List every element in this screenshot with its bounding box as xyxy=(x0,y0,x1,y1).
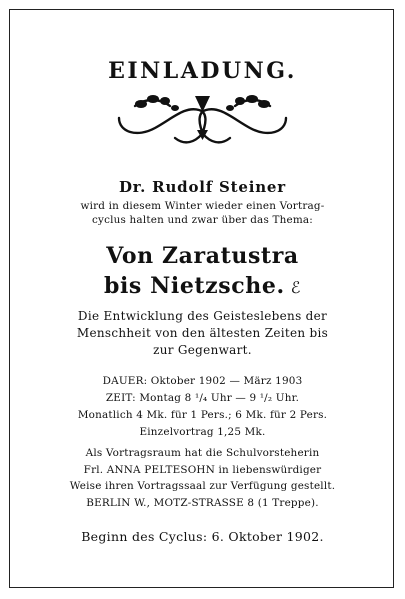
description-line-3: zur Gegenwart. xyxy=(153,343,252,357)
intro-line-2: cyclus halten und zwar über das Thema: xyxy=(91,214,314,226)
flourish-glyph-icon: ℰ xyxy=(290,278,302,297)
cycle-start-date: Beginn des Cyclus: 6. Oktober 1902. xyxy=(81,529,324,544)
time-info: ZEIT: Montag 8 ¹/₄ Uhr — 9 ¹/₂ Uhr. xyxy=(105,392,300,404)
duration-info: DAUER: Oktober 1902 — März 1903 xyxy=(102,375,303,387)
theme-title-line-1: Von Zaratustra xyxy=(106,243,299,269)
venue-address: BERLIN W., MOTZ-STRASSE 8 (1 Treppe). xyxy=(86,497,319,509)
theme-title-line-2 xyxy=(0,273,405,299)
price-info: Monatlich 4 Mk. für 1 Pers.; 6 Mk. für 2 Pers. xyxy=(77,409,328,421)
description-line-2: Menschheit von den ältesten Zeiten bis xyxy=(76,326,329,340)
single-lecture-price: Einzelvortrag 1,25 Mk. xyxy=(139,426,266,438)
invitation-heading: EINLADUNG. xyxy=(108,58,297,84)
description-line-1: Die Entwicklung des Geisteslebens der xyxy=(77,309,328,323)
venue-line-2: Frl. ANNA PELTESOHN in liebenswürdiger xyxy=(83,464,322,476)
intro-line-1: wird in diesem Winter wieder einen Vortrag- xyxy=(80,200,325,212)
venue-line-1: Als Vortragsraum hat die Schulvorsteherin xyxy=(85,447,320,459)
venue-line-3: Weise ihren Vortragssaal zur Verfügung gestellt. xyxy=(69,480,336,492)
theme-title-text: bis Nietzsche. xyxy=(103,273,285,299)
author-name: Dr. Rudolf Steiner xyxy=(119,178,286,196)
art-nouveau-ornament xyxy=(115,88,290,148)
